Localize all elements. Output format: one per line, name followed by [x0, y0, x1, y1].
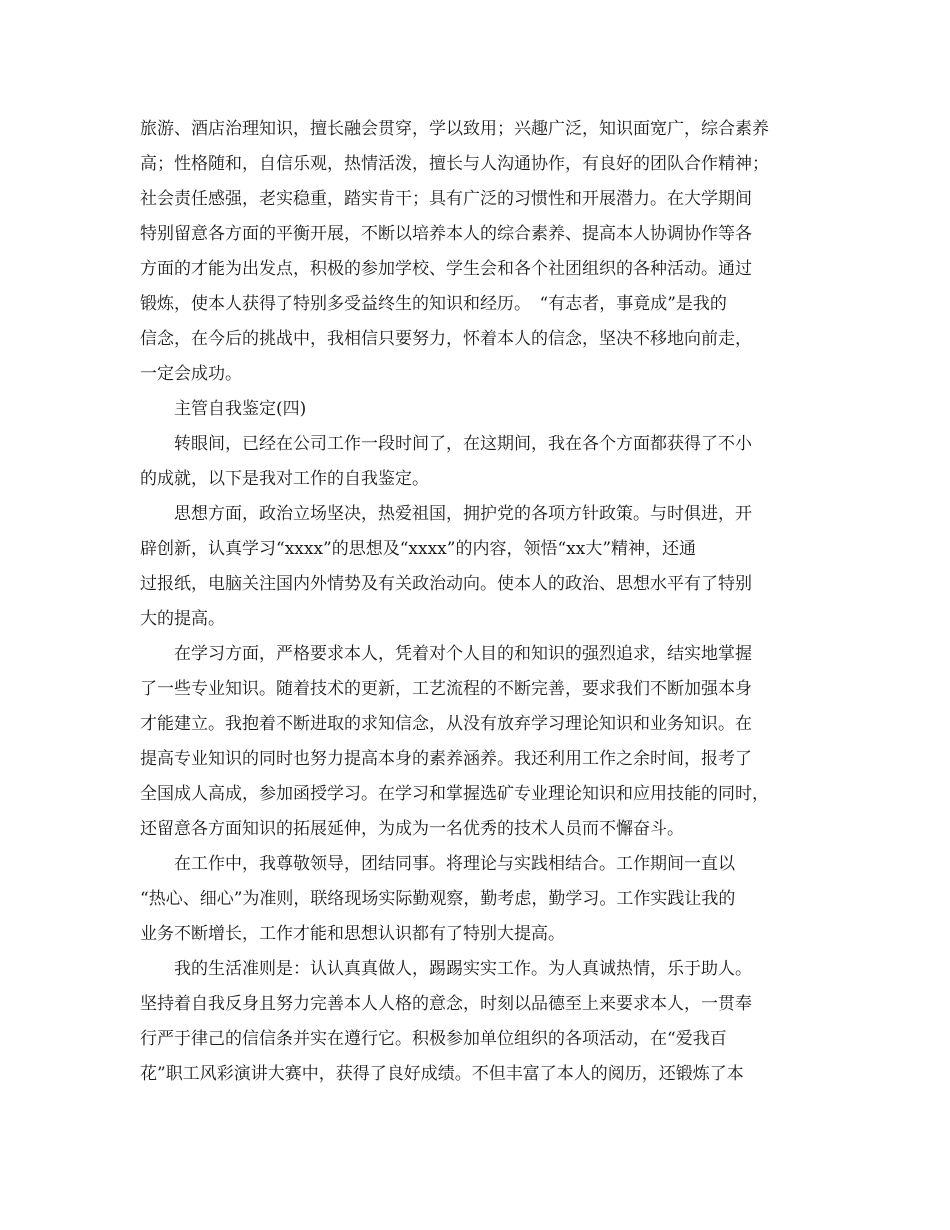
text-line: 我的生活准则是：认认真真做人，踢踢实实工作。为人真诚热情，乐于助人。	[174, 959, 752, 979]
text-line: 花”职工风彩演讲大赛中，获得了良好成绩。不但丰富了本人的阅历，还锻炼了本	[140, 1064, 744, 1084]
text-line: 锻炼，使本人获得了特别多受益终生的知识和经历。 “有志者，事竟成”是我的	[140, 294, 727, 314]
text-line: 信念，在今后的挑战中，我相信只要努力，怀着本人的信念，坚决不移地向前走，	[140, 329, 752, 349]
text-line: 旅游、酒店治理知识，擅长融会贯穿，学以致用；兴趣广泛，知识面宽广，综合素养	[140, 119, 769, 139]
text-line: 提高专业知识的同时也努力提高本身的素养涵养。我还利用工作之余时间，报考了	[140, 749, 752, 769]
text-line: 了一些专业知识。随着技术的更新，工艺流程的不断完善，要求我们不断加强本身	[140, 679, 752, 699]
body-text	[140, 112, 830, 1092]
text-line: 在学习方面，严格要求本人，凭着对个人目的和知识的强烈追求，结实地掌握	[174, 644, 752, 664]
text-line: 社会责任感强，老实稳重，踏实肯干；具有广泛的习惯性和开展潜力。在大学期间	[140, 189, 752, 209]
text-line: 过报纸，电脑关注国内外情势及有关政治动向。使本人的政治、思想水平有了特别	[140, 574, 752, 594]
text-line: 全国成人高成，参加函授学习。在学习和掌握选矿专业理论知识和应用技能的同时，	[140, 784, 769, 804]
text-line: 在工作中，我尊敬领导，团结同事。将理论与实践相结合。工作期间一直以	[174, 854, 735, 874]
text-line: 行严于律己的信信条并实在遵行它。积极参加单位组织的各项活动，在“爱我百	[140, 1029, 727, 1049]
text-line: 才能建立。我抱着不断进取的求知信念，从没有放弃学习理论知识和业务知识。在	[140, 714, 752, 734]
text-line: 辟创新，认真学习“xxxx”的思想及“xxxx”的内容，领悟“xx大”精神，还通	[140, 539, 697, 559]
text-line: 坚持着自我反身且努力完善本人人格的意念，时刻以品德至上来要求本人，一贯奉	[140, 994, 752, 1014]
text-line: 特别留意各方面的平衡开展，不断以培养本人的综合素养、提高本人协调协作等各	[140, 224, 752, 244]
text-line: 一定会成功。	[140, 364, 242, 384]
text-line: 转眼间，已经在公司工作一段时间了，在这期间，我在各个方面都获得了不小	[174, 434, 752, 454]
text-line: 业务不断增长，工作才能和思想认识都有了特别大提高。	[140, 924, 565, 944]
text-line: “热心、细心”为准则，联络现场实际勤观察，勤考虑，勤学习。工作实践让我的	[140, 889, 736, 909]
text-line: 高；性格随和，自信乐观，热情活泼，擅长与人沟通协作，有良好的团队合作精神；	[140, 154, 769, 174]
text-line: 大的提高。	[140, 609, 225, 629]
text-line: 的成就，以下是我对工作的自我鉴定。	[140, 469, 429, 489]
text-line: 方面的才能为出发点，积极的参加学校、学生会和各个社团组织的各种活动。通过	[140, 259, 752, 279]
text-line: 思想方面，政治立场坚决，热爱祖国，拥护党的各项方针政策。与时俱进，开	[174, 504, 752, 524]
section-heading: 主管自我鉴定(四)	[174, 399, 307, 419]
text-line: 还留意各方面知识的拓展延伸，为成为一名优秀的技术人员而不懈奋斗。	[140, 819, 684, 839]
